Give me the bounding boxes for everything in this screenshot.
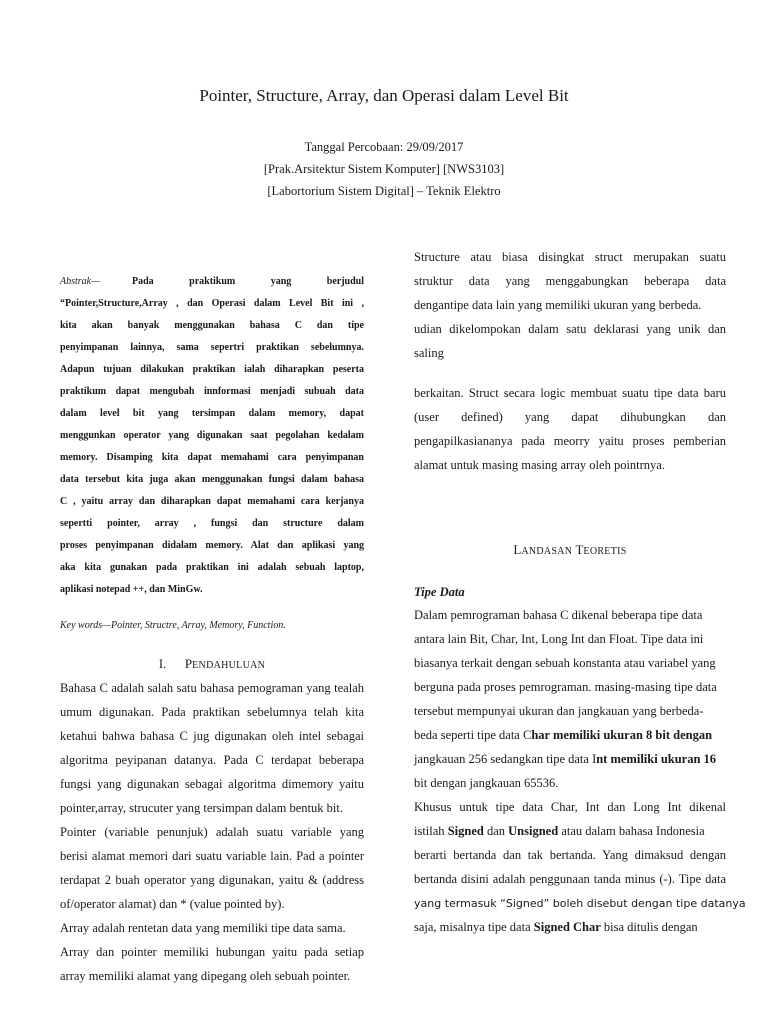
body-line: (user defined) yang dapat dihubungkan dan (414, 410, 726, 424)
body-line: Bahasa C adalah salah satu bahasa pemograman yang tealah (60, 681, 364, 695)
body-line: berisi alamat memori dari suatu variable lain. Pad a pointer (60, 849, 364, 863)
body-line: istilah Signed dan Unsigned atau dalam bahasa Indonesia (414, 824, 705, 838)
body-line: beda seperti tipe data Char memiliki ukuran 8 bit dengan (414, 728, 713, 742)
paper-title: Pointer, Structure, Array, dan Operasi dalam Level Bit (199, 86, 569, 105)
section-heading-landasan-teoretis: LANDASAN TEORETIS (513, 542, 627, 557)
abstract-line: data tersebut kita juga akan menggunakan fungsi dalam bahasa (60, 474, 364, 485)
body-line: jangkauan 256 sedangkan tipe data Int memiliki ukuran 16 (414, 752, 717, 766)
lab-info: [Labortorium Sistem Digital] – Teknik Elektro (267, 184, 501, 198)
course-info: [Prak.Arsitektur Sistem Komputer] [NWS3103] (263, 162, 505, 176)
abstract-line: aplikasi notepad ++, dan MinGw. (60, 584, 203, 595)
body-line: of/operator alamat) dan * (value pointed by). (60, 897, 285, 911)
abstract-line: sepertti pointer, array , fungsi dan structure dalam (60, 518, 364, 529)
body-line: Khusus untuk tipe data Char, Int dan Long Int dikenal (414, 800, 726, 814)
body-line: antara lain Bit, Char, Int, Long Int dan Float. Tipe data ini (414, 632, 704, 646)
body-line: alamat untuk masing masing array oleh pointrnya. (414, 458, 665, 472)
abstract-line: Abstrak— Pada praktikum yang berjudul (60, 276, 364, 287)
body-line: bit dengan jangkauan 65536. (414, 776, 559, 790)
body-line: array memiliki alamat yang dipegang oleh sebuah pointer. (60, 969, 351, 983)
body-line: dengantipe data lain yang memiliki ukuran yang berbeda. (414, 298, 702, 312)
abstract-line: dalam level bit yang tersimpan dalam memory, dapat (60, 408, 364, 419)
body-line: berguna pada proses pemrograman. masing-masing tipe data (414, 680, 717, 694)
body-line: saling (414, 346, 444, 360)
body-line: umum digunakan. Pada praktikan sebelumnya telah kita (60, 705, 364, 719)
subheading-tipe-data: Tipe Data (414, 585, 465, 599)
body-line: udian dikelompokan dalam satu deklarasi yang unik dan (414, 322, 726, 336)
abstract-line: “Pointer,Structure,Array , dan Operasi dalam Level Bit ini , (60, 298, 364, 309)
body-line: Structure atau biasa disingkat struct merupakan suatu (414, 250, 726, 264)
abstract-line: memory. Disamping kita dapat memahami cara penyimpanan (60, 452, 364, 463)
abstract-line: praktikum dapat mengubah innformasi menjadi subuah data (60, 386, 364, 397)
abstract-line: aka kita gunakan pada praktikan ini adalah sebuah laptop, (60, 562, 364, 573)
body-line: ketahui bahwa bahasa C jug digunakan oleh intel sebagai (60, 729, 364, 743)
body-line: Pointer (variable penunjuk) adalah suatu variable yang (60, 825, 364, 839)
experiment-date: Tanggal Percobaan: 29/09/2017 (304, 140, 464, 154)
abstract-line: menggunkan operator yang digunakan saat pegolahan kedalam (60, 430, 364, 441)
body-line: pengapilkasiananya pada meorry yaitu proses pemberian (414, 434, 726, 448)
body-line: struktur data yang menggabungkan beberapa data (414, 274, 726, 288)
body-line: fungsi yang digunakan sebagai algoritma dimemory yaitu (60, 777, 364, 791)
body-line: tersebut mempunyai ukuran dan jangkauan yang berbeda- (414, 704, 704, 718)
body-line: yang termasuk “Signed” boleh disebut dengan tipe datanya (414, 897, 746, 910)
body-line: terdapat 2 buah operator yang digunakan, yaitu & (address (60, 873, 364, 887)
body-line: Dalam pemrograman bahasa C dikenal beberapa tipe data (414, 608, 703, 622)
body-line: Array adalah rentetan data yang memiliki tipe data sama. (60, 921, 346, 935)
abstract-line: penyimpanan lainnya, sama sepertri praktikan sebelumnya. (60, 342, 364, 353)
body-line: bertanda disini adalah penggunaan tanda minus (-). Tipe data (414, 872, 726, 886)
body-line: saja, misalnya tipe data Signed Char bisa ditulis dengan (414, 920, 698, 934)
body-line: berarti bertanda dan tak bertanda. Yang dimaksud dengan (414, 848, 726, 862)
body-line: algoritma peyipanan datanya. Pada C terdapat beberapa (60, 753, 364, 767)
section-heading-pendahuluan: I. PENDAHULUAN (158, 656, 266, 671)
body-line: biasanya terkait dengan sebuah konstanta atau variabel yang (414, 656, 716, 670)
abstract-line: kita akan banyak menggunakan bahasa C dan tipe (60, 320, 364, 331)
abstract-label: Abstrak— (60, 276, 100, 287)
keywords: Key words—Pointer, Structre, Array, Memory, Function. (60, 620, 286, 631)
abstract-line: C , yaitu array dan diharapkan dapat memahami cara kerjanya (60, 496, 364, 507)
body-line: berkaitan. Struct secara logic membuat suatu tipe data baru (414, 386, 726, 400)
body-line: pointer,array, strucuter yang tersimpan dalam bentuk bit. (60, 801, 343, 815)
abstract-line: proses penyimpanan didalam memory. Alat dan aplikasi yang (60, 540, 364, 551)
abstract-line: Adapun tujuan dilakukan praktikan ialah diharapkan peserta (60, 364, 364, 375)
body-line: Array dan pointer memiliki hubungan yaitu pada setiap (60, 945, 364, 959)
